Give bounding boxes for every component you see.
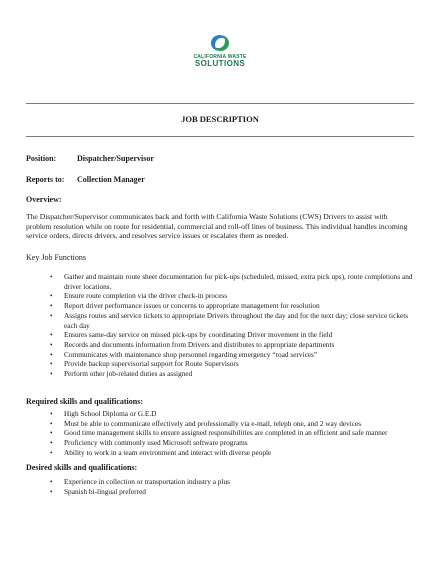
reports-to-row bbox=[26, 175, 145, 184]
reports-to-label: Reports to: bbox=[26, 175, 65, 184]
company-logo bbox=[183, 33, 257, 73]
top-divider bbox=[26, 103, 414, 104]
key-functions-list bbox=[26, 272, 416, 379]
logo-text-line2: SOLUTIONS bbox=[194, 59, 246, 68]
list-item: • Perform other job-related duties as assigned bbox=[50, 369, 416, 379]
reports-to-value: Collection Manager bbox=[77, 175, 145, 184]
desired-list bbox=[26, 477, 416, 496]
list-item: • Ensure route completion via the driver check-in process bbox=[50, 291, 416, 301]
list-item: • Gather and maintain route sheet documentation for pick-ups (scheduled, missed, extra pick ups), route completions and driver locations. bbox=[50, 272, 416, 291]
list-item: • Good time management skills to ensure assigned responsibilities are completed in an efficient and safe manner bbox=[50, 428, 416, 438]
overview-heading: Overview: bbox=[26, 195, 62, 204]
list-item: • Spanish bi-lingual preferred bbox=[50, 487, 416, 497]
logo-swirl-icon bbox=[209, 33, 231, 53]
page-title: JOB DESCRIPTION bbox=[181, 114, 259, 124]
list-item: • High School Diploma or G.E.D bbox=[50, 409, 416, 419]
list-item: • Ability to work in a team environment and interact with diverse people bbox=[50, 448, 416, 458]
list-item: • Communicates with maintenance shop personnel regarding emergency “road services” bbox=[50, 350, 416, 360]
position-row bbox=[26, 154, 154, 163]
list-item: • Report driver performance issues or concerns to appropriate management for resolution bbox=[50, 301, 416, 311]
overview-text: The Dispatcher/Supervisor communicates back and forth with California Waste Solutions (CWS) Drivers to assist with problem resolution while on route for residential, commercial and roll-off lines of business. This individual handles incoming service orders, directs drivers, and resolves service issues or escalates them as needed. bbox=[26, 212, 408, 241]
list-item: • Assigns routes and service tickets to appropriate Drivers throughout the day and for the next day; close service tickets each day bbox=[50, 311, 416, 330]
list-item: • Proficiency with commonly used Microsoft software programs bbox=[50, 438, 416, 448]
logo-text-line1: CALIFORNIA WASTE bbox=[193, 54, 247, 60]
list-item: • Records and documents information from Drivers and distributes to appropriate departments bbox=[50, 340, 416, 350]
list-item: • Ensures same-day service on missed pick-ups by coordinating Driver movement in the field bbox=[50, 330, 416, 340]
title-divider bbox=[26, 136, 414, 137]
desired-heading: Desired skills and qualifications: bbox=[26, 463, 138, 472]
list-item: • Must be able to communicate effectively and professionally via e-mail, teleph one, and 2 way devices bbox=[50, 419, 416, 429]
required-list bbox=[26, 409, 416, 458]
position-value: Dispatcher/Supervisor bbox=[77, 154, 154, 163]
key-functions-heading: Key Job Functions bbox=[26, 253, 86, 262]
position-label: Position: bbox=[26, 154, 57, 163]
required-heading: Required skills and qualifications: bbox=[26, 397, 143, 406]
list-item: • Provide backup supervisorial support for Route Supervisors bbox=[50, 359, 416, 369]
list-item: • Experience in collection or transportation industry a plus bbox=[50, 477, 416, 487]
